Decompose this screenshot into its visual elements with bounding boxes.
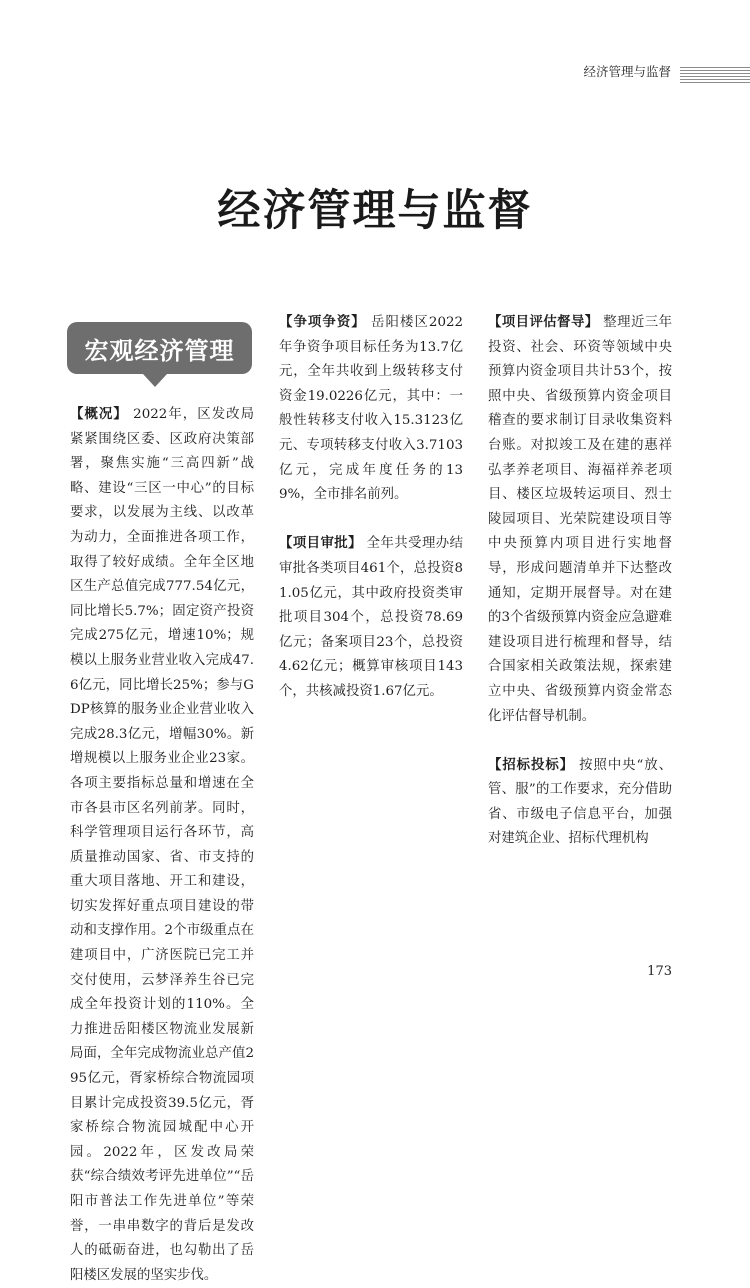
header-rule	[680, 67, 750, 83]
paragraph-label: 【概况】	[70, 407, 128, 422]
paragraph-text: 按照中央“放、管、服”的工作要求，充分借助省、市级电子信息平台，加强对建筑企业、招标代理机构	[488, 757, 673, 847]
paragraph-evaluation	[488, 311, 672, 729]
section-badge	[67, 322, 252, 374]
section-badge-tail	[143, 374, 167, 387]
paragraph-projects	[279, 311, 463, 508]
paragraph-text: 全年共受理办结审批各类项目461个，总投资81.05亿元，其中政府投资类审批项目304个，总投资78.69亿元；备案项目23个，总投资4.62亿元；概算审核项目143个，共核减投资1.67亿元。	[279, 536, 464, 699]
page-title: 经济管理与监督	[217, 186, 533, 236]
column-3	[488, 311, 672, 852]
paragraph-label: 【项目评估督导】	[488, 315, 599, 330]
paragraph-label: 【争项争资】	[279, 315, 366, 330]
page-number: 173	[647, 964, 672, 979]
paragraph-text: 整理近三年投资、社会、环资等领域中央预算内资金项目共计53个，按照中央、省级预算内资金项目稽查的要求制订目录收集资料台账。对拟竣工及在建的惠祥弘孝养老项目、海福祥养老项目、楼区垃圾转运项目、烈士陵园项目、光荣院建设项目等中央预算内项目进行实地督导，形成问题清单并下达整改通知，定期开展督导。对在建的3个省级预算内资金应急避难建设项目进行梳理和督导，结合国家相关政策法规，探索建立中央、省级预算内资金常态化评估督导机制。	[488, 315, 672, 724]
paragraph-label: 【招标投标】	[488, 757, 574, 773]
column-2	[279, 311, 463, 705]
paragraph-approval	[279, 532, 463, 704]
paragraph-overview	[70, 403, 254, 1288]
paragraph-gap	[488, 729, 672, 754]
paragraph-bidding	[488, 754, 672, 852]
section-badge-label: 宏观经济管理	[84, 335, 235, 365]
paragraph-label: 【项目审批】	[279, 536, 362, 552]
running-header: 经济管理与监督	[583, 64, 671, 79]
column-1	[70, 403, 254, 1288]
paragraph-gap	[279, 508, 463, 533]
paragraph-text: 2022年，区发改局紧紧围绕区委、区政府决策部署，聚焦实施“三高四新”战略、建设“三区一中心”的目标要求，以发展为主线、以改革为动力，全面推进各项工作，取得了较好成绩。全年全区地区生产总值完成777.54亿元，同比增长5.7%；固定资产投资完成275亿元，增速10%；规模以上服务业营业收入完成47.6亿元，同比增长25%；参与GDP核算的服务业企业营业收入完成28.3亿元，增幅30%。新增规模以上服务业企业23家。各项主要指标总量和增速在全市各县市区名列前茅。同时，科学管理项目运行各环节，高质量推动国家、省、市支持的重大项目落地、开工和建设，切实发挥好重点项目建设的带动和支撑作用。2个市级重点在建项目中，广济医院已完工并交付使用，云梦泽养生谷已完成全年投资计划的110%。全力推进岳阳楼区物流业发展新局面，全年完成物流业总产值295亿元，胥家桥综合物流园项目累计完成投资39.5亿元，胥家桥综合物流园城配中心开园。2022年，区发改局荣获“综合绩效考评先进单位”“岳阳市普法工作先进单位”等荣誉，一串串数字的背后是发改人的砥砺奋进，也勾勒出了岳阳楼区发展的坚实步伐。	[70, 407, 254, 1283]
paragraph-text: 岳阳楼区2022年争资争项目标任务为13.7亿元，全年共收到上级转移支付资金19.0226亿元，其中：一般性转移支付收入15.3123亿元、专项转移支付收入3.7103亿元，完成年度任务的139%，全市排名前列。	[279, 315, 464, 503]
